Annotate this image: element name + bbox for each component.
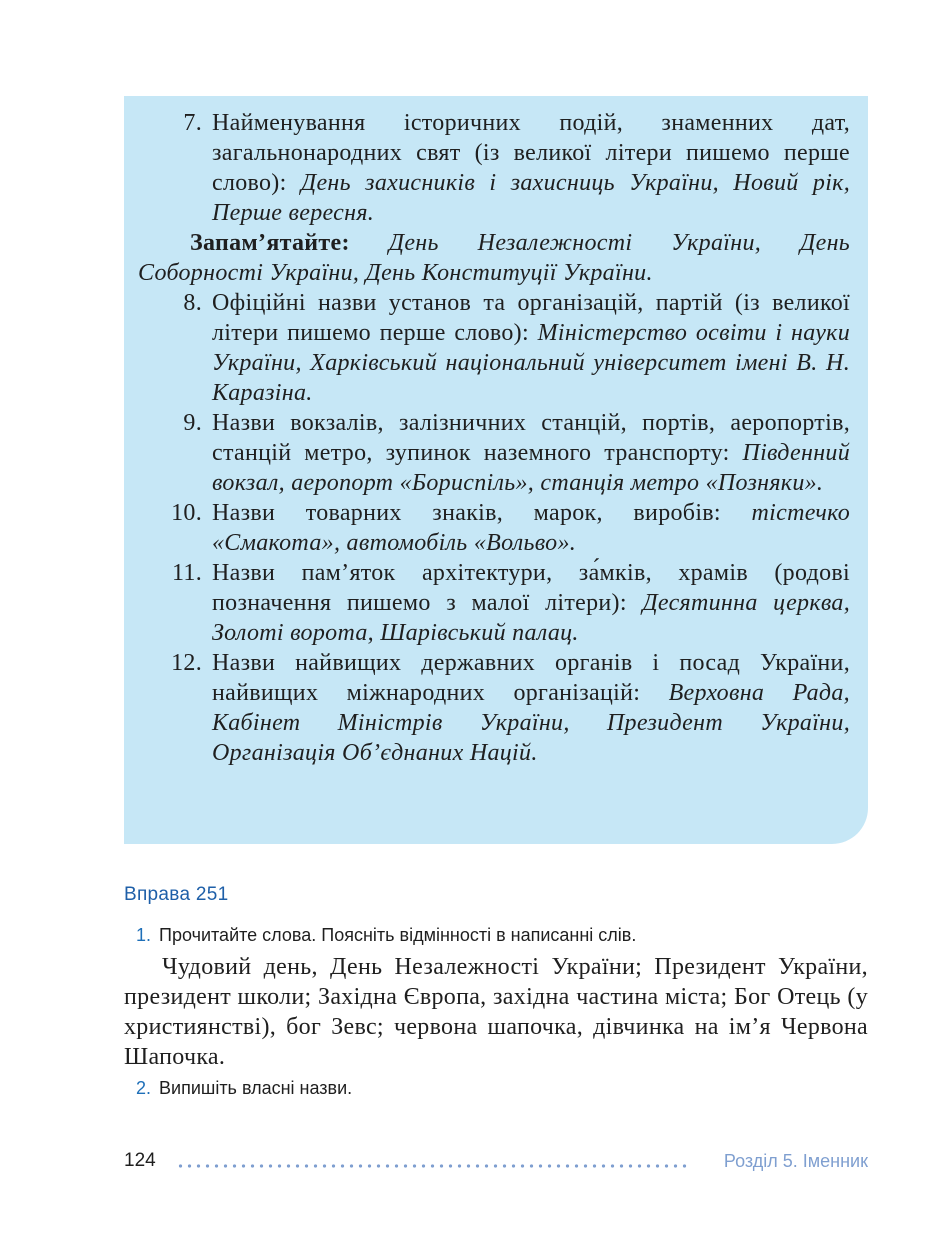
exercise-task-2 <box>136 1078 352 1099</box>
rule-number: 7. <box>183 110 202 136</box>
exercise-task-1 <box>136 925 636 946</box>
rule-text: Назви найвищих державних органів і посад України, найвищих міжнародних організацій: <box>212 650 850 706</box>
remember-examples: День Незалежності України, День Соборності України, День Конституції України. <box>138 230 850 286</box>
rule-item-11 <box>124 558 850 648</box>
rule-examples: Верховна Рада, Кабінет Міністрів України, Президент України, Організація Об’єднаних Націй. <box>212 680 850 766</box>
task-number: 1. <box>136 925 152 945</box>
rule-text: Назви пам’яток архітектури, за́мків, храмів (родові позначення пишемо з малої літери): <box>212 560 850 616</box>
remember-note <box>124 228 850 288</box>
task-text: Прочитайте слова. Поясніть відмінності в написанні слів. <box>159 925 637 945</box>
rule-text: Офіційні назви установ та організацій, партій (із великої літери пишемо перше слово): <box>212 290 850 346</box>
rule-item-9 <box>124 408 850 498</box>
rule-item-8 <box>124 288 850 408</box>
rule-number: 8. <box>183 290 202 316</box>
rule-number: 9. <box>183 410 202 436</box>
rule-number: 11. <box>171 560 202 586</box>
rule-examples: Десятинна церква, Золоті ворота, Шарівський палац. <box>212 590 850 646</box>
remember-label: Запам’ятайте: <box>190 230 350 256</box>
rule-item-12 <box>124 648 850 768</box>
rule-number: 10. <box>171 500 202 526</box>
rule-text: Назви товарних знаків, марок, виробів: <box>212 500 752 526</box>
rule-examples: Міністерство освіти і науки України, Харківський національний університет імені В. Н. Каразіна. <box>212 320 851 406</box>
page-number: 124 <box>124 1150 156 1171</box>
rule-text: Найменування історичних подій, знаменних дат, загальнонародних свят (із великої літери пишемо перше слово): <box>212 110 850 196</box>
page-footer <box>124 1150 868 1176</box>
rule-examples: Південний вокзал, аеропорт «Бориспіль», станція метро «Позняки». <box>212 440 850 496</box>
rule-number: 12. <box>171 650 202 676</box>
rule-item-7 <box>124 108 850 228</box>
rules-list <box>124 108 850 768</box>
task-text: Випишіть власні назви. <box>159 1078 353 1098</box>
task-number: 2. <box>136 1078 152 1098</box>
rule-text: Назви вокзалів, залізничних станцій, портів, аеропортів, станцій метро, зупинок наземного транспорту: <box>212 410 850 466</box>
rule-examples: тістечко «Смакота», автомобіль «Вольво». <box>212 500 850 556</box>
exercise-title: Вправа 251 <box>124 884 229 905</box>
chapter-title: Розділ 5. Іменник <box>723 1151 868 1171</box>
exercise-paragraph: Чудовий день, День Незалежності України; Президент України, президент школи; Західна Європа, західна частина міста; Бог Отець (у християнстві), бог Зевс; червона шапочка, дівчинка на ім’я Червона Шапочка. <box>124 954 868 1070</box>
exercise-text <box>124 952 868 1072</box>
rule-item-10 <box>124 498 850 558</box>
rule-examples: День захисників і захисниць України, Новий рік, Перше вересня. <box>212 170 850 226</box>
dotted-leader <box>176 1164 690 1168</box>
